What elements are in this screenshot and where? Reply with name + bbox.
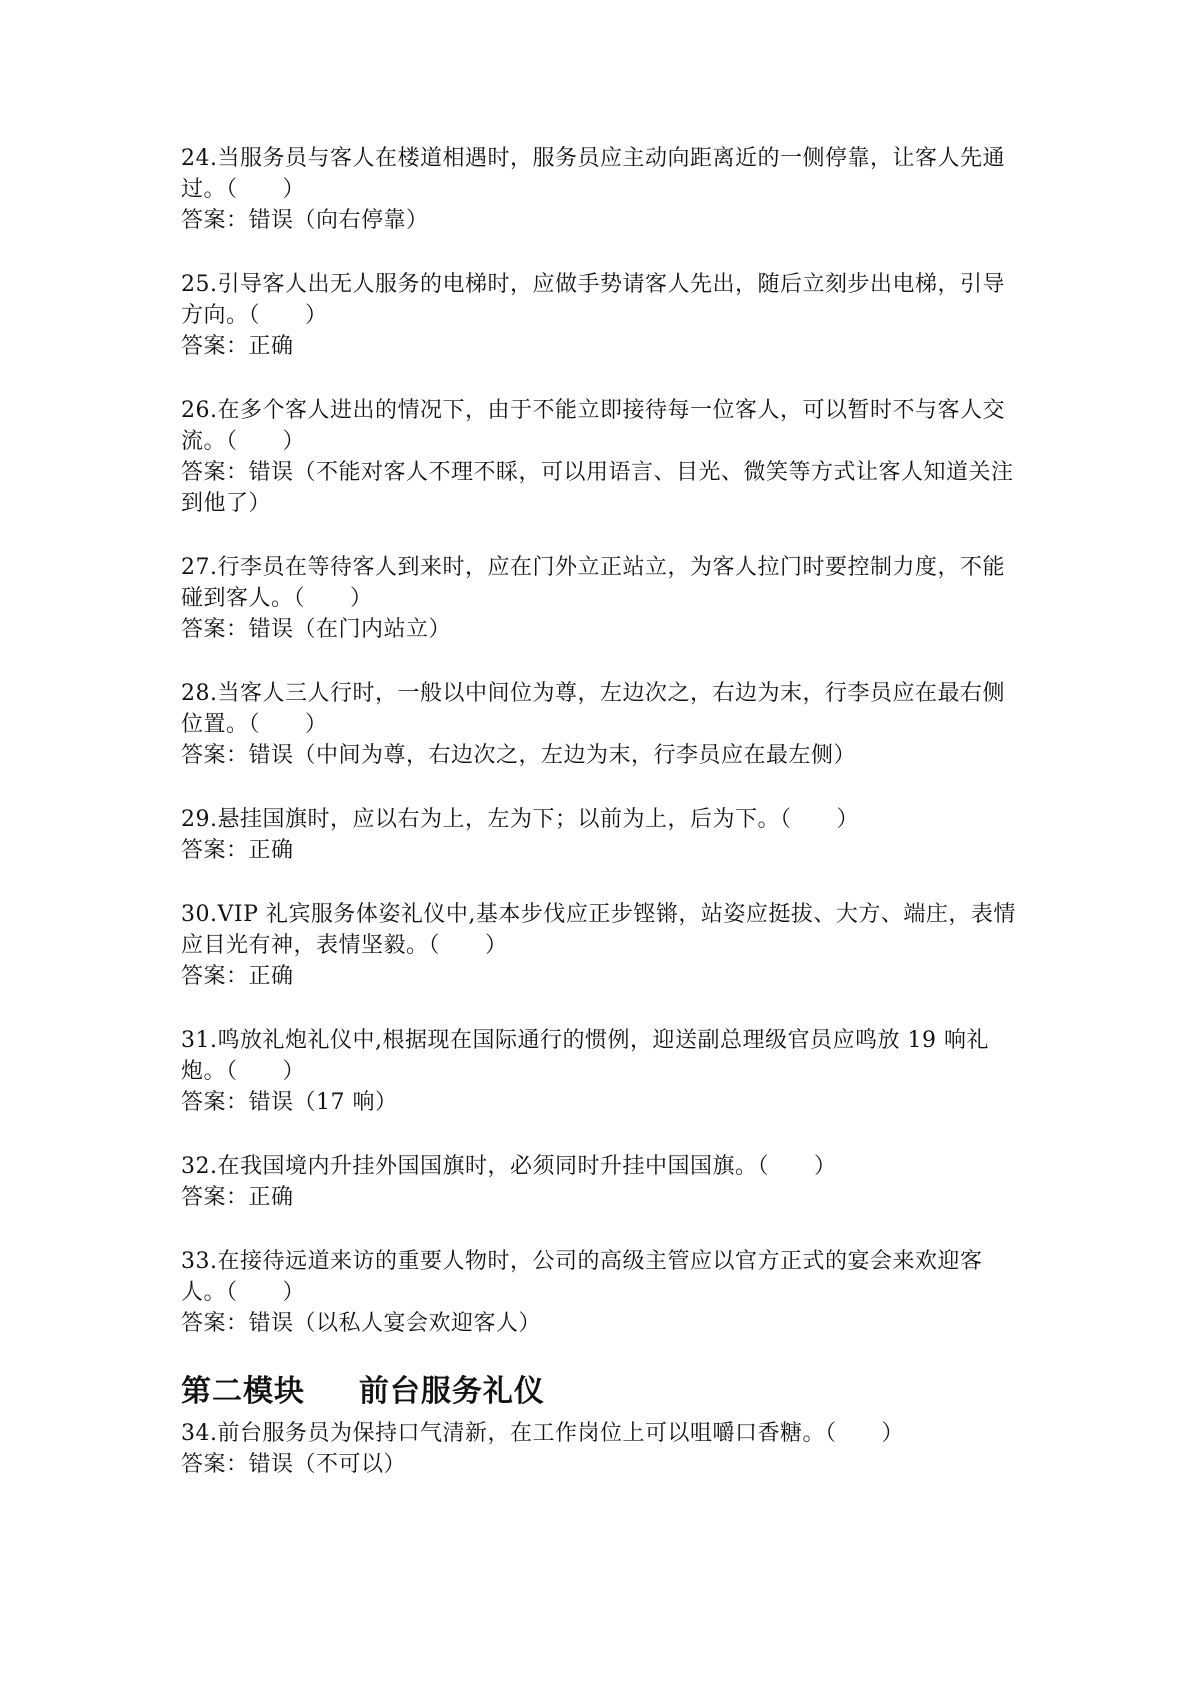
question-25 [181, 269, 1021, 362]
question-text: 26.在多个客人进出的情况下，由于不能立即接待每一位客人，可以暂时不与客人交流。（ ） [181, 398, 1005, 454]
question-answer: 答案：错误（中间为尊，右边次之，左边为末，行李员应在最左侧） [181, 743, 857, 768]
question-text: 33.在接待远道来访的重要人物时，公司的高级主管应以官方正式的宴会来欢迎客人。（ ） [181, 1249, 983, 1305]
question-text: 34.前台服务员为保持口气清新，在工作岗位上可以咀嚼口香糖。（ ） [181, 1421, 904, 1446]
question-text: 31.鸣放礼炮礼仪中,根据现在国际通行的惯例，迎送副总理级官员应鸣放 19 响礼炮。（ ） [181, 1028, 989, 1084]
question-answer: 答案：正确 [181, 334, 294, 359]
question-26 [181, 395, 1021, 519]
question-answer: 答案：正确 [181, 1185, 294, 1210]
question-27 [181, 552, 1021, 645]
question-text: 24.当服务员与客人在楼道相遇时，服务员应主动向距离近的一侧停靠，让客人先通过。（ ） [181, 146, 1005, 202]
question-text: 29.悬挂国旗时，应以右为上，左为下；以前为上，后为下。（ ） [181, 807, 859, 832]
document-content [181, 143, 1021, 1480]
question-text: 32.在我国境内升挂外国国旗时，必须同时升挂中国国旗。（ ） [181, 1154, 837, 1179]
question-answer: 答案：错误（在门内站立） [181, 617, 452, 642]
question-31 [181, 1025, 1021, 1118]
question-33 [181, 1246, 1021, 1339]
question-answer: 答案：错误（不能对客人不理不睬，可以用语言、目光、微笑等方式让客人知道关注到他了） [181, 460, 1014, 516]
question-text: 30.VIP 礼宾服务体姿礼仪中,基本步伐应正步铿锵，站姿应挺拔、大方、端庄，表情应目光有神，表情坚毅。（ ） [181, 902, 1016, 958]
question-text: 28.当客人三人行时，一般以中间位为尊，左边次之，右边为末，行李员应在最右侧位置。（ ） [181, 681, 1005, 737]
question-30 [181, 899, 1021, 992]
question-text: 27.行李员在等待客人到来时，应在门外立正站立，为客人拉门时要控制力度，不能碰到客人。（ ） [181, 555, 1005, 611]
question-34 [181, 1418, 1021, 1480]
question-text: 25.引导客人出无人服务的电梯时，应做手势请客人先出，随后立刻步出电梯，引导方向。（ ） [181, 272, 1005, 328]
question-answer: 答案：错误（不可以） [181, 1452, 407, 1477]
question-28 [181, 678, 1021, 771]
question-answer: 答案：正确 [181, 964, 294, 989]
question-24 [181, 143, 1021, 236]
question-29 [181, 804, 1021, 866]
question-answer: 答案：错误（17 响） [181, 1090, 398, 1115]
question-answer: 答案：正确 [181, 838, 294, 863]
section-heading: 第二模块 前台服务礼仪 [181, 1374, 545, 1409]
question-32 [181, 1151, 1021, 1213]
question-answer: 答案：错误（向右停靠） [181, 208, 429, 233]
question-answer: 答案：错误（以私人宴会欢迎客人） [181, 1311, 542, 1336]
